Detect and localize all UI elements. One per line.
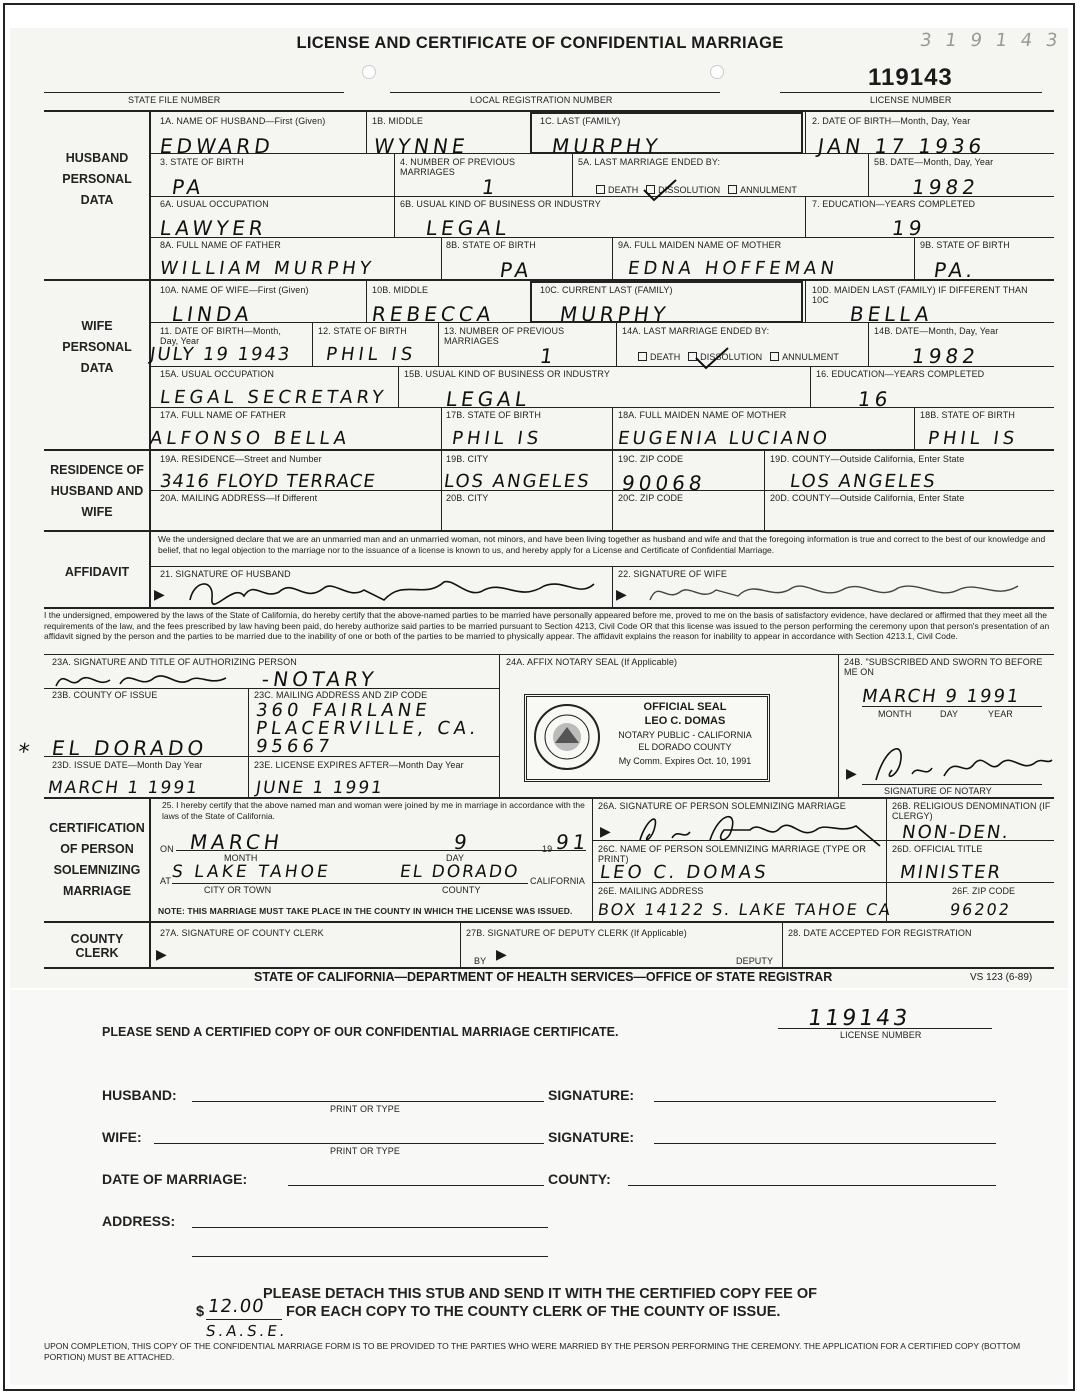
husband-last-name: MURPHY (550, 134, 663, 158)
official-title: MINISTER (898, 862, 1004, 883)
solemnizer-signature-label: 26A. SIGNATURE OF PERSON SOLEMNIZING MARRIAGE (598, 801, 846, 811)
margin-note: 3 1 9 1 4 3 (918, 30, 1063, 51)
residence-zip: 90068 (620, 471, 708, 495)
arrow-icon: ▶ (154, 586, 165, 602)
husband-last-label: 1C. LAST (FAMILY) (540, 116, 621, 126)
arrow-icon: ▶ (600, 823, 611, 839)
footer-form-number: VS 123 (6-89) (970, 972, 1033, 983)
issue-date: MARCH 1 1991 (46, 778, 201, 798)
stub-background (10, 990, 1068, 1385)
husband-dob-label: 2. DATE OF BIRTH—Month, Day, Year (812, 116, 971, 126)
checkbox-annulment[interactable] (770, 352, 779, 361)
clerk-signature-label: 27A. SIGNATURE OF COUNTY CLERK (160, 928, 324, 938)
stub-wife-label: WIFE: (102, 1129, 142, 1145)
residence-county-label: 19D. COUNTY—Outside California, Enter State (770, 454, 965, 464)
county-label: COUNTY (442, 885, 481, 895)
wife-father: ALFONSO BELLA (148, 428, 352, 449)
wife-mother-state-label: 18B. STATE OF BIRTH (920, 410, 1015, 420)
husband-first-label: 1A. NAME OF HUSBAND—First (Given) (160, 116, 326, 126)
husband-state: PA (170, 175, 207, 199)
husband-first-name: EDWARD (158, 134, 276, 158)
husband-prev-marriages: 1 (480, 175, 501, 199)
solemnizer-mail-label: 26E. MAILING ADDRESS (598, 886, 704, 896)
denomination: NON-DEN. (900, 822, 1012, 843)
fee-amount: 12.00 (206, 1296, 267, 1317)
sworn-label: 24B. "SUBSCRIBED AND SWORN TO BEFORE ME ON (844, 657, 1043, 677)
husband-mother-state: PA. (932, 258, 979, 282)
license-number-label: LICENSE NUMBER (870, 95, 952, 105)
stub-license-label: LICENSE NUMBER (840, 1030, 922, 1040)
mailing-address-label: 20A. MAILING ADDRESS—If Different (160, 493, 318, 503)
section-wife: WIFE PERSONAL DATA (62, 319, 132, 375)
seal-line1: OFFICIAL SEAL (643, 701, 727, 713)
checkbox-death[interactable] (638, 352, 647, 361)
wife-ended-label: 14A. LAST MARRIAGE ENDED BY: (622, 326, 770, 336)
wife-father-state: PHIL IS (450, 428, 544, 449)
residence-city-label: 19B. CITY (446, 454, 489, 464)
county-of-issue: EL DORADO (50, 736, 209, 760)
notary-seal (524, 694, 770, 782)
stub-address-label: ADDRESS: (102, 1213, 176, 1229)
residence-county: LOS ANGELES (788, 471, 939, 492)
solemnizer-name-label: 26C. NAME OF PERSON SOLEMNIZING MARRIAGE (TYPE OR PRINT) (598, 844, 866, 864)
wife-dissolution-checkmark (692, 344, 732, 372)
husband-mother-label: 9A. FULL MAIDEN NAME OF MOTHER (618, 240, 782, 250)
at-label: AT (160, 876, 172, 886)
section-county-clerk: COUNTY CLERK (70, 932, 124, 960)
seal-line4: EL DORADO COUNTY (638, 742, 732, 752)
husband-father-label: 8A. FULL NAME OF FATHER (160, 240, 281, 250)
authorizing-mail-line1: 360 FAIRLANE (254, 700, 432, 721)
arrow-icon: ▶ (496, 946, 507, 962)
wife-prev-marriages: 1 (538, 344, 559, 368)
affidavit-text: We the undersigned declare that we are an unmarried man and an unmarried woman, not minors, and have been living together as husband and wife and that the foregoing information is true and correct to the best of our knowledge and belief, that no legal objection to the marriage nor to the issuance of a license is known to us, and hereby apply for a License and Certificate of Confidential Marriage. (158, 534, 1046, 555)
solemnizer-name: LEO C. DOMAS (598, 862, 771, 883)
authorizing-mail-label: 23C. MAILING ADDRESS AND ZIP CODE (254, 690, 428, 700)
residence-city: LOS ANGELES (442, 471, 593, 492)
marriage-note: NOTE: THIS MARRIAGE MUST TAKE PLACE IN THE COUNTY IN WHICH THE LICENSE WAS ISSUED. (158, 906, 573, 916)
wife-prev-marriages-label: 13. NUMBER OF PREVIOUS MARRIAGES (444, 326, 565, 346)
form-title: LICENSE AND CERTIFICATE OF CONFIDENTIAL MARRIAGE (296, 34, 784, 52)
sworn-date: MARCH 9 1991 (860, 686, 1022, 707)
sworn-month-label: MONTH (878, 709, 912, 719)
wife-dob: JULY 19 1943 (148, 344, 293, 365)
stub-husband-signature-field[interactable] (654, 1101, 996, 1102)
arrow-icon: ▶ (846, 765, 857, 781)
husband-prev-marriages-label: 4. NUMBER OF PREVIOUS MARRIAGES (400, 157, 516, 177)
wife-dob-label: 11. DATE OF BIRTH—Month, Day, Year (160, 326, 281, 346)
california-label: CALIFORNIA (530, 876, 586, 886)
denomination-label: 26B. RELIGIOUS DENOMINATION (IF CLERGY) (892, 801, 1051, 821)
solemnizer-zip-label: 26F. ZIP CODE (952, 886, 1016, 896)
official-title-label: 26D. OFFICIAL TITLE (892, 844, 983, 854)
husband-ended-label: 5A. LAST MARRIAGE ENDED BY: (578, 157, 721, 167)
wife-maiden-name: BELLA (848, 302, 935, 326)
stub-county-label: COUNTY: (548, 1171, 611, 1187)
husband-date-label: 5B. DATE—Month, Day, Year (874, 157, 994, 167)
husband-marriage-end-date: 1982 (910, 175, 981, 199)
authorizing-mail-line2: PLACERVILLE, CA. (254, 718, 482, 739)
husband-mother: EDNA HOFFEMAN (626, 258, 840, 279)
section-affidavit: AFFIDAVIT (64, 565, 130, 579)
day-label: DAY (446, 853, 465, 863)
certification-text: 25. I hereby certify that the above named man and woman were joined by me in marriage in accordance with the laws of the State of California. (162, 800, 585, 821)
husband-dissolution-checkmark (640, 176, 680, 204)
seal-line5: My Comm. Expires Oct. 10, 1991 (618, 756, 752, 766)
wife-occupation: LEGAL SECRETARY (158, 387, 389, 408)
marriage-year: 91 (554, 830, 592, 854)
arrow-icon: ▶ (156, 946, 167, 962)
husband-education: 19 (890, 216, 928, 240)
wife-father-label: 17A. FULL NAME OF FATHER (160, 410, 286, 420)
section-certification: CERTIFICATION OF PERSON SOLEMNIZING MARRIAGE (49, 821, 145, 898)
deputy-signature-label: 27B. SIGNATURE OF DEPUTY CLERK (If Applicable) (466, 928, 687, 938)
husband-education-label: 7. EDUCATION—YEARS COMPLETED (812, 199, 976, 209)
stub-wife-field[interactable] (154, 1143, 544, 1144)
authorizing-mail-line3: 95667 (254, 736, 335, 757)
wife-mother-state: PHIL IS (926, 428, 1020, 449)
punch-hole-right (710, 65, 724, 79)
wife-state-label: 12. STATE OF BIRTH (318, 326, 407, 336)
solemnizer-signature (620, 800, 886, 850)
marriage-county: EL DORADO (398, 862, 521, 882)
stub-date-label: DATE OF MARRIAGE: (102, 1171, 248, 1187)
stub-husband-field[interactable] (192, 1101, 544, 1102)
wife-mother-label: 18A. FULL MAIDEN NAME OF MOTHER (618, 410, 787, 420)
solemnizer-mail: BOX 14122 S. LAKE TAHOE CA (596, 900, 894, 919)
issue-date-label: 23D. ISSUE DATE—Month Day Year (52, 760, 203, 770)
authority-text: I the undersigned, empowered by the laws of the State of California, do hereby certify that the above-named parties to be married have personally appeared before me, proved to me on the basis of satisfactory evidence, have declared or affirmed that they meet all the requirements of the law, and the fees prescribed by law having been paid, do hereby authorize said parties to be married pursuant to Section 4213, Civil Code OR that this license was issued to the person performing the ceremony upon that person's presentation of an affidavit signed by the person and the parties to be married due to the inability of one or both of the parties to be married to physically appear. The affidavit explains the reason for inability to appear in accordance with Section 4213.1, Civil Code. (44, 610, 1050, 641)
county-of-issue-label: 23B. COUNTY OF ISSUE (52, 690, 158, 700)
husband-signature-label: 21. SIGNATURE OF HUSBAND (160, 569, 291, 579)
wife-signature (646, 572, 1026, 608)
stub-wife-signature-label: SIGNATURE: (548, 1129, 635, 1145)
marriage-day: 9 (452, 830, 473, 854)
wife-occupation-label: 15A. USUAL OCCUPATION (160, 369, 274, 379)
expires-label: 23E. LICENSE EXPIRES AFTER—Month Day Year (254, 760, 464, 770)
stub-request: PLEASE SEND A CERTIFIED COPY OF OUR CONFIDENTIAL MARRIAGE CERTIFICATE. (102, 1025, 619, 1039)
completion-note: UPON COMPLETION, THIS COPY OF THE CONFIDENTIAL MARRIAGE FORM IS TO BE PROVIDED TO THE PARTIES WHO WERE MARRIED BY THE PERSON PERFORMING THE CEREMONY. THE APPLICATION FOR A CERTIFIED COPY (BOTTOM PORTION) MUST BE ATTACHED. (44, 1341, 1021, 1362)
stub-address-field-2[interactable] (192, 1256, 548, 1257)
detach-instruction-2: FOR EACH COPY TO THE COUNTY CLERK OF THE COUNTY OF ISSUE. (286, 1304, 781, 1320)
stub-date-field[interactable] (288, 1185, 544, 1186)
asterisk-mark: * (16, 740, 35, 765)
wife-ended-options: DEATH DISSOLUTION ANNULMENT (638, 352, 839, 362)
husband-business: LEGAL (424, 216, 512, 240)
authorizing-title: -NOTARY (260, 667, 379, 691)
wife-maiden-label: 10D. MAIDEN LAST (FAMILY) IF DIFFERENT THAN 10C (812, 285, 1028, 305)
husband-business-label: 6B. USUAL KIND OF BUSINESS OR INDUSTRY (400, 199, 601, 209)
sase-note: S.A.S.E. (204, 1322, 289, 1340)
print-or-type-label: PRINT OR TYPE (330, 1104, 400, 1114)
marriage-city: S LAKE TAHOE (170, 862, 332, 882)
wife-marriage-end-date: 1982 (910, 344, 981, 368)
date-accepted-label: 28. DATE ACCEPTED FOR REGISTRATION (788, 928, 972, 938)
local-registration-label: LOCAL REGISTRATION NUMBER (470, 95, 613, 105)
notary-signature-label: SIGNATURE OF NOTARY (884, 786, 992, 796)
stub-wife-signature-field[interactable] (654, 1143, 996, 1144)
section-husband: HUSBAND PERSONAL DATA (62, 151, 132, 207)
state-file-label: STATE FILE NUMBER (128, 95, 221, 105)
wife-signature-label: 22. SIGNATURE OF WIFE (618, 569, 727, 579)
year-prefix: 19 (542, 844, 553, 854)
fee-dollar-sign: $ (196, 1304, 205, 1320)
husband-signature (184, 570, 604, 610)
solemnizer-zip: 96202 (948, 900, 1013, 919)
wife-middle-label: 10B. MIDDLE (372, 285, 429, 295)
punch-hole-left (362, 65, 376, 79)
authorizing-signature-label: 23A. SIGNATURE AND TITLE OF AUTHORIZING PERSON (52, 657, 297, 667)
wife-first-name: LINDA (170, 302, 255, 326)
seal-line3: NOTARY PUBLIC - CALIFORNIA (618, 730, 752, 740)
husband-dob: JAN 17 1936 (816, 134, 987, 158)
husband-father: WILLIAM MURPHY (158, 258, 377, 279)
print-or-type-label: PRINT OR TYPE (330, 1146, 400, 1156)
city-or-town-label: CITY OR TOWN (204, 885, 272, 895)
checkbox-death[interactable] (596, 185, 605, 194)
stub-county-field[interactable] (628, 1185, 996, 1186)
seal-line2: LEO C. DOMAS (644, 715, 726, 727)
husband-middle-label: 1B. MIDDLE (372, 116, 424, 126)
husband-mother-state-label: 9B. STATE OF BIRTH (920, 240, 1010, 250)
month-label: MONTH (224, 853, 258, 863)
wife-first-label: 10A. NAME OF WIFE—First (Given) (160, 285, 309, 295)
stub-husband-signature-label: SIGNATURE: (548, 1087, 635, 1103)
wife-state: PHIL IS (324, 344, 418, 365)
wife-last-name: MURPHY (558, 302, 671, 326)
mailing-city-label: 20B. CITY (446, 493, 489, 503)
wife-last-label: 10C. CURRENT LAST (FAMILY) (540, 285, 673, 295)
footer-agency: STATE OF CALIFORNIA—DEPARTMENT OF HEALTH SERVICES—OFFICE OF STATE REGISTRAR (254, 970, 833, 984)
license-number: 119143 (868, 64, 953, 91)
wife-business: LEGAL (444, 387, 532, 411)
section-residence: RESIDENCE OF HUSBAND AND WIFE (50, 463, 144, 519)
husband-occupation-label: 6A. USUAL OCCUPATION (160, 199, 269, 209)
husband-ended-options: DEATH DISSOLUTION ANNULMENT (596, 185, 797, 195)
wife-education-label: 16. EDUCATION—YEARS COMPLETED (816, 369, 985, 379)
deputy-label: DEPUTY (736, 956, 774, 966)
stub-license-number: 119143 (806, 1006, 912, 1031)
husband-state-label: 3. STATE OF BIRTH (160, 157, 244, 167)
husband-father-state-label: 8B. STATE OF BIRTH (446, 240, 536, 250)
residence-zip-label: 19C. ZIP CODE (618, 454, 684, 464)
wife-business-label: 15B. USUAL KIND OF BUSINESS OR INDUSTRY (404, 369, 610, 379)
detach-instruction-1: PLEASE DETACH THIS STUB AND SEND IT WITH THE CERTIFIED COPY FEE OF (263, 1286, 817, 1302)
wife-father-state-label: 17B. STATE OF BIRTH (446, 410, 541, 420)
notary-signature (866, 734, 1056, 788)
arrow-icon: ▶ (616, 586, 627, 602)
husband-middle-name: WYNNE (372, 134, 471, 158)
on-label: ON (160, 844, 174, 854)
mailing-county-label: 20D. COUNTY—Outside California, Enter State (770, 493, 965, 503)
husband-father-state: PA (498, 258, 535, 282)
by-label: BY (474, 956, 487, 966)
residence-street: 3416 FLOYD TERRACE (158, 471, 378, 492)
marriage-month: MARCH (188, 830, 285, 854)
state-seal-icon (533, 703, 601, 771)
sworn-year-label: YEAR (988, 709, 1013, 719)
wife-middle-name: REBECCA (370, 302, 497, 326)
sworn-day-label: DAY (940, 709, 959, 719)
stub-husband-label: HUSBAND: (102, 1087, 177, 1103)
expires-date: JUNE 1 1991 (254, 778, 386, 798)
wife-date-label: 14B. DATE—Month, Day, Year (874, 326, 999, 336)
wife-mother: EUGENIA LUCIANO (616, 428, 832, 449)
checkbox-annulment[interactable] (728, 185, 737, 194)
notary-seal-label: 24A. AFFIX NOTARY SEAL (If Applicable) (506, 657, 678, 667)
mailing-zip-label: 20C. ZIP CODE (618, 493, 684, 503)
residence-street-label: 19A. RESIDENCE—Street and Number (160, 454, 322, 464)
husband-occupation: LAWYER (158, 216, 269, 240)
stub-address-field[interactable] (192, 1227, 548, 1228)
wife-education: 16 (856, 387, 894, 411)
